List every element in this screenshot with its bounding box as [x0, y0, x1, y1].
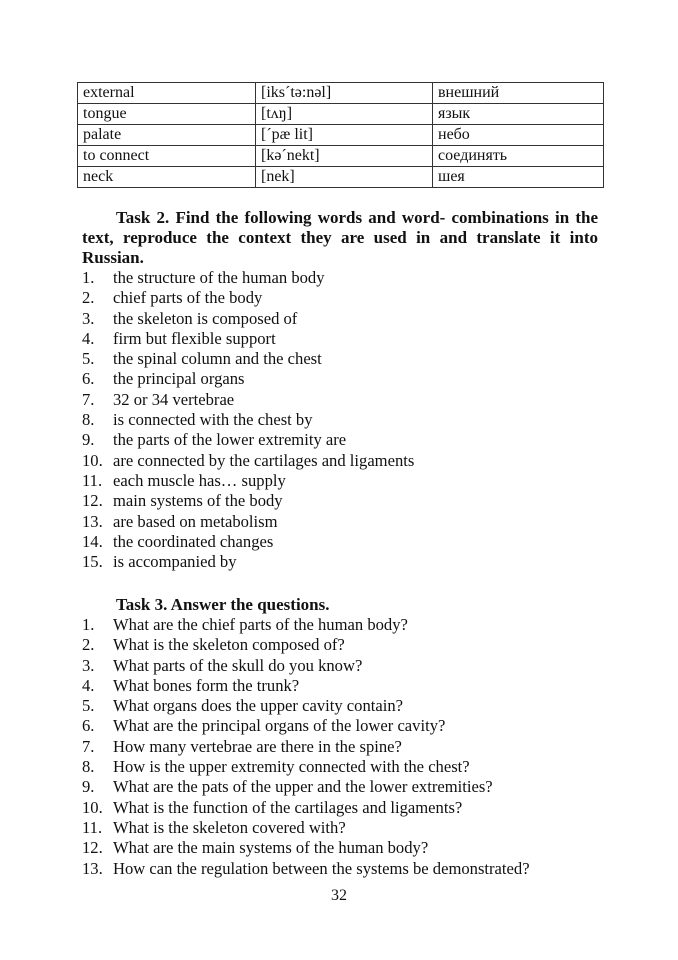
- task3-item-text: What is the skeleton covered with?: [113, 817, 346, 837]
- task2-item-number: 9.: [82, 430, 95, 450]
- vocabulary-translation-cell: шея: [433, 167, 604, 188]
- page-number: 32: [331, 887, 347, 904]
- vocabulary-transcription-cell: [iksˊtə:nəl]: [256, 83, 433, 104]
- task2-item: [82, 369, 414, 389]
- task3-item-text: How can the regulation between the systems be demonstrated?: [113, 858, 530, 878]
- task2-item: [82, 288, 414, 308]
- task3-item: [82, 716, 530, 736]
- task2-heading-text: Task 2. Find the following words and word- combinations in the text, reproduce the context they are used in and translate it into Russian.: [82, 208, 598, 267]
- vocabulary-transcription-cell: [kəˊnekt]: [256, 146, 433, 167]
- task3-item-number: 10.: [82, 797, 103, 817]
- task2-item-number: 7.: [82, 389, 95, 409]
- task3-item: [82, 798, 530, 818]
- vocabulary-row: [78, 104, 604, 125]
- task2-item-number: 1.: [82, 268, 95, 287]
- task3-item: [82, 656, 530, 676]
- task2-item: [82, 552, 414, 572]
- vocabulary-row: [78, 146, 604, 167]
- task3-item-text: What organs does the upper cavity contain?: [113, 696, 403, 716]
- task3-item-text: What are the pats of the upper and the lower extremities?: [113, 777, 493, 797]
- task3-item-number: 4.: [82, 675, 95, 695]
- vocabulary-transcription-cell: [nek]: [256, 167, 433, 188]
- task2-item-text: the coordinated changes: [113, 531, 274, 551]
- task3-item: [82, 737, 530, 757]
- task2-item: [82, 390, 414, 410]
- task2-list: [82, 268, 414, 572]
- task3-item: [82, 676, 530, 696]
- vocabulary-translation-cell: внешний: [433, 83, 604, 104]
- vocabulary-word-cell: external: [78, 83, 256, 104]
- task3-heading: [82, 595, 598, 615]
- vocabulary-word-cell: neck: [78, 167, 256, 188]
- task2-item-text: each muscle has… supply: [113, 470, 286, 490]
- task2-item-text: the principal organs: [113, 369, 245, 389]
- task3-list: [82, 615, 530, 879]
- task3-item: [82, 635, 530, 655]
- task2-heading: [82, 208, 598, 268]
- task2-item-number: 3.: [82, 308, 95, 328]
- vocabulary-table: [77, 82, 604, 188]
- task3-item-text: What are the principal organs of the lower cavity?: [113, 716, 446, 736]
- task2-item-number: 11.: [82, 470, 103, 490]
- vocabulary-row: [78, 125, 604, 146]
- task3-item-number: 9.: [82, 777, 95, 797]
- task2-item: [82, 471, 414, 491]
- task3-item: [82, 838, 530, 858]
- task3-item-number: 6.: [82, 716, 95, 736]
- task3-item: [82, 757, 530, 777]
- vocabulary-table-body: [78, 83, 604, 188]
- task2-item-text: are connected by the cartilages and ligaments: [113, 450, 415, 470]
- vocabulary-word-cell: to connect: [78, 146, 256, 167]
- vocabulary-translation-cell: язык: [433, 104, 604, 125]
- task2-item-text: the spinal column and the chest: [113, 349, 322, 369]
- task2-item-number: 5.: [82, 349, 95, 369]
- task3-item-text: How many vertebrae are there in the spine?: [113, 736, 402, 756]
- vocabulary-transcription-cell: [ˊpæ lit]: [256, 125, 433, 146]
- task2-item-number: 14.: [82, 531, 103, 551]
- task3-item-text: What parts of the skull do you know?: [113, 655, 363, 675]
- task3-item: [82, 696, 530, 716]
- task3-item-number: 12.: [82, 838, 103, 858]
- task2-item-number: 6.: [82, 369, 95, 389]
- task3-item-number: 3.: [82, 655, 95, 675]
- task2-item-number: 10.: [82, 450, 103, 470]
- task2-item: [82, 532, 414, 552]
- task2-item-text: is accompanied by: [113, 552, 237, 572]
- task3-item-text: What is the function of the cartilages and ligaments?: [113, 797, 463, 817]
- task2-item-text: chief parts of the body: [113, 288, 263, 308]
- vocabulary-translation-cell: соединять: [433, 146, 604, 167]
- task2-item: [82, 349, 414, 369]
- vocabulary-translation-cell: небо: [433, 125, 604, 146]
- task3-item: [82, 859, 530, 879]
- task3-item-number: 11.: [82, 817, 103, 837]
- task2-item-number: 8.: [82, 410, 95, 430]
- task3-item-text: What are the main systems of the human body?: [113, 838, 429, 858]
- task2-item-number: 15.: [82, 552, 103, 572]
- task3-item: [82, 818, 530, 838]
- task2-item-text: are based on metabolism: [113, 511, 278, 531]
- vocabulary-row: [78, 83, 604, 104]
- task2-item-number: 4.: [82, 328, 95, 348]
- task2-item-number: 12.: [82, 491, 103, 511]
- task2-item-text: the parts of the lower extremity are: [113, 430, 347, 450]
- task3-item: [82, 777, 530, 797]
- task3-item-number: 7.: [82, 736, 95, 756]
- task3-item-number: 13.: [82, 858, 103, 878]
- task2-item: [82, 329, 414, 349]
- vocabulary-transcription-cell: [tʌŋ]: [256, 104, 433, 125]
- task3-item-number: 2.: [82, 635, 95, 655]
- vocabulary-word-cell: tongue: [78, 104, 256, 125]
- task2-item: [82, 268, 414, 288]
- task3-item-text: What is the skeleton composed of?: [113, 635, 345, 655]
- task2-item-number: 2.: [82, 288, 95, 308]
- task3-item-text: What bones form the trunk?: [113, 675, 300, 695]
- task3-item-text: What are the chief parts of the human body?: [113, 615, 408, 634]
- task2-item: [82, 451, 414, 471]
- task2-item-text: the structure of the human body: [113, 268, 325, 287]
- task2-item: [82, 491, 414, 511]
- task2-item: [82, 309, 414, 329]
- task2-item-text: the skeleton is composed of: [113, 308, 298, 328]
- task2-item-number: 13.: [82, 511, 103, 531]
- task2-item-text: is connected with the chest by: [113, 410, 313, 430]
- task2-item-text: 32 or 34 vertebrae: [113, 389, 235, 409]
- task3-item-number: 5.: [82, 696, 95, 716]
- task3-item: [82, 615, 530, 635]
- task2-item-text: main systems of the body: [113, 491, 283, 511]
- task2-item-text: firm but flexible support: [113, 328, 276, 348]
- task3-item-number: 1.: [82, 615, 95, 634]
- task3-item-text: How is the upper extremity connected with the chest?: [113, 757, 470, 777]
- vocabulary-row: [78, 167, 604, 188]
- vocabulary-word-cell: palate: [78, 125, 256, 146]
- task3-heading-text: Task 3. Answer the questions.: [116, 595, 330, 614]
- task3-item-number: 8.: [82, 757, 95, 777]
- task2-item: [82, 430, 414, 450]
- task2-item: [82, 410, 414, 430]
- task2-item: [82, 512, 414, 532]
